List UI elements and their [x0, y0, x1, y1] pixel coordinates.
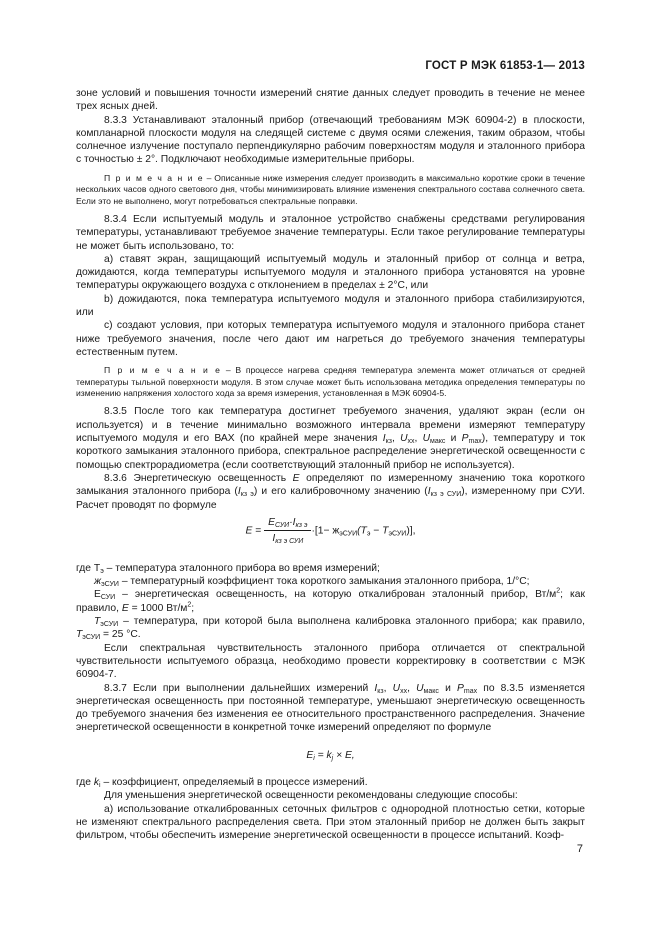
paragraph-8-3-6: 8.3.6 Энергетическую освещенность E определяют по измеренному значению тока короткого замыкания эталонного прибора $(I_{кз э})$ и его калибровочному значению $(I_{кз э СУИ})$, измеренному при СУИ. Расчет проводят по формуле — [76, 472, 586, 511]
list-item-a: a) ставят экран, защищающий испытуемый модуль и эталонный прибор от солнца и ветра, дожидаются, когда температуры испытуемого модуля и эталонного прибора установятся на уровне температуры окружающего воздуха с отклонением в пределах ± 2°С, или — [76, 253, 585, 292]
formula-irradiance: E = $\frac{E_{СУИ}\cdot I_{кз э}}{I_{кз э СУИ}}$ $\cdot[1- ж_{эСУИ}(T_э - T_{эСУИ})]$, — [245, 516, 416, 546]
paragraph-8-3-3: 8.3.3 Устанавливают эталонный прибор (отвечающий требованиям МЭК 60904-2) в плоскости, компланарной плоскости модуля на следящей системе с двумя осями слежения, таким образом, чтобы солнечное излучение поступало перпендикулярно рабочим поверхностям модуля и эталонного прибора с точностью ± 2°. Подключают необходимые измерительные приборы. — [76, 114, 585, 166]
paragraph: Для уменьшения энергетической освещенности рекомендованы следующие способы: — [104, 790, 518, 802]
list-item-a: a) использование откалиброванных сеточных фильтров с однородной плотностью сетки, которые не изменяют спектрального распределения света. При этом эталонный прибор не должен быть закрыт фильтром, чтобы обеспечить измерение энергетической освещенности в процессе испытаний. Коэф- — [76, 803, 585, 842]
paragraph-8-3-4: 8.3.4 Если испытуемый модуль и эталонное устройство снабжены средствами регулирования температуры, устанавливают требуемое значение температуры. Если такое регулирование температуры не может быть использовано, то: — [76, 214, 585, 252]
definition-k: где $k_i$ – коэффициент, определяемый в процессе измерений. — [76, 777, 368, 790]
list-item-c: c) создают условия, при которых температура испытуемого модуля и эталонного прибора станет ниже требуемого значения, после чего дают им нагреться до требуемого значения температуры естественным путем. — [76, 320, 585, 358]
definition-T: где $T_э$ – температура эталонного прибора во время измерений; — [76, 562, 380, 575]
formula-local-irradiance: $E_i = k_j \times E$, — [306, 749, 355, 762]
paragraph-8-3-5: 8.3.5 После того как температура достигнет требуемого значения, удаляют экран (если он используется) и в течение минимально возможного интервала времени измеряют температуру испытуемого модуля и его ВАХ (по крайней мере значения $I_{кз}$, $U_{хх}$, $U_{макс}$ и $P_{max}$), температуру и ток короткого замыкания эталонного прибора, спектральное распределение энергетической освещенности с помощью спектрорадиометра (если соответствующий эталонный прибор не используется). — [76, 406, 585, 471]
fraction: $\frac{E_{СУИ}\cdot I_{кз э}}{I_{кз э СУИ}}$ — [264, 516, 311, 546]
paragraph: Если спектральная чувствительность эталонного прибора отличается от спектральной чувствительности испытуемого образца, необходимо провести корректировку в соответствии с МЭК 60904-7. — [76, 642, 585, 681]
definition-chi: $ж_{эСУИ}$ – температурный коэффициент тока короткого замыкания эталонного прибора, 1/°С; — [94, 576, 530, 589]
document-body — [76, 87, 585, 843]
note: П р и м е ч а н и е – В процессе нагрева средняя температура элемента может отличаться от средней температуры тыльной поверхности модуля. В этом случае может быть использована методика определения температуры по изменению напряжения холостого хода за время измерения, установленная в МЭК 60904-5. — [76, 365, 585, 399]
definition-Esui: $Е_{СУИ}$ – энергетическая освещенность, на которую откалиброван эталонный прибор, $Вт/м^2$; как правило, E = 1000 $Вт/м^2$; — [76, 588, 585, 614]
page-header: ГОСТ Р МЭК 61853-1— 2013 — [425, 60, 585, 72]
paragraph: зоне условий и повышения точности измерений снятие данных следует проводить в течение не менее трех ясных дней. — [76, 88, 585, 113]
page-number: 7 — [576, 843, 583, 855]
list-item-b: b) дожидаются, пока температура испытуемого модуля и эталонного прибора стабилизируются, или — [76, 293, 585, 319]
paragraph-8-3-7: 8.3.7 Если при выполнении дальнейших измерений $I_{кз}$, $U_{хх}$, $U_{макс}$ и $P_{max}$ по 8.3.5 изменяется энергетическая освещенность при постоянной температуре, уменьшают энергетическую освещенность до требуемого значения без изменения ее относительного пространственного распределения. Значение энергетической освещенности в конкретной точке измерений определяют по формуле — [76, 682, 585, 734]
note: П р и м е ч а н и е – Описанные ниже измерения следует производить в максимально короткие сроки в течение нескольких часов одного светового дня, чтобы минимизировать влияние изменения спектрального состава солнечного света. Если это не выполнено, могут потребоваться спектральные поправки. — [76, 172, 586, 206]
definition-Tesui: $T_{эСУИ}$ – температура, при которой была выполнена калибровка эталонного прибора; как правило, $T_{эСУИ} = 25$ °С. — [76, 616, 585, 642]
